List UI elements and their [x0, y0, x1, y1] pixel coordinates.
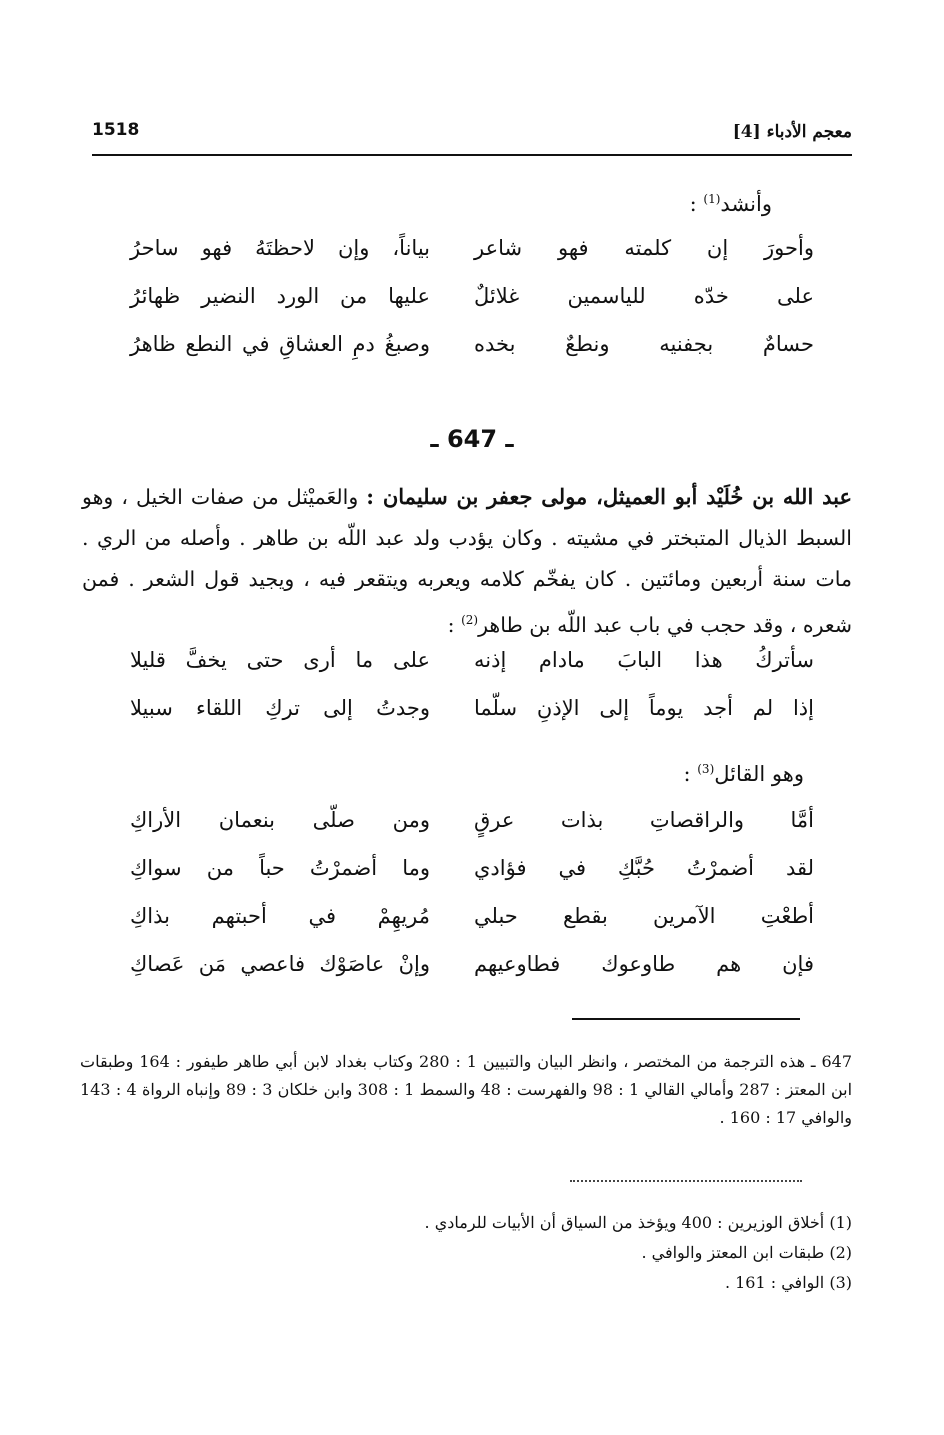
couplet [130, 284, 814, 332]
hemistich-first: حسامٌ بجفنيه ونطعٌ بخده [474, 332, 814, 356]
page-header [92, 118, 852, 158]
couplet [130, 648, 814, 696]
poem-intro-1 [690, 192, 772, 216]
couplet [130, 696, 814, 744]
hemistich-second: بياناً، وإن لاحظتَهُ فهو ساحرُ [130, 236, 430, 260]
hemistich-first: إذا لم أجد يوماً إلى الإذنِ سلّما [474, 696, 814, 720]
couplet [130, 856, 814, 904]
biography-paragraph [82, 476, 852, 646]
running-title: معجم الأدباء [4] [732, 122, 852, 142]
footnote: (2) طبقات ابن المعتز والوافي . [641, 1243, 852, 1262]
notes-separator [572, 1018, 800, 1020]
entry-tail: : [447, 612, 462, 637]
entry-heading: عبد الله بن خُلَيْد أبو العميثل، مولى جعفر بن سليمان : [366, 484, 852, 509]
hemistich-first: على خدّه للياسمين غلائلٌ [474, 284, 814, 308]
poem-intro-3 [683, 762, 804, 786]
couplet [130, 904, 814, 952]
entry-body: والعَميْثل من صفات الخيل ، وهو السبط الذيال المتبختر في مشيته . وكان يؤدب ولد عبد اللّه بن طاهر . وأصله من الري . مات سنة أربعين ومائتين . كان يفخّم كلامه ويعربه ويتقعر فيه ، ويجيد قول الشعر . فمن شعره ، وقد حجب في باب عبد اللّه بن طاهر [82, 485, 852, 637]
intro-colon: : [683, 762, 698, 786]
source-note: 647 ـ هذه الترجمة من المختصر ، وانظر البيان والتبيين 1 : 280 وكتاب بغداد لابن أبي طاهر طيفور : 164 وطبقات ابن المعتز : 287 وأمالي القالي 1 : 98 والفهرست : 48 والسمط 1 : 308 وابن خلكان 3 : 89 وإنباه الرواة 4 : 143 والوافي 17 : 160 . [80, 1052, 853, 1127]
hemistich-second: وجدتُ إلى تركِ اللقاء سبيلا [130, 696, 430, 720]
footnote-ref: (3) [697, 762, 715, 776]
poem-3 [130, 808, 814, 1000]
intro-text: وأنشد [720, 192, 772, 216]
couplet [130, 236, 814, 284]
couplet [130, 332, 814, 380]
couplet [130, 808, 814, 856]
hemistich-second: عليها من الورد النضير ظهائرُ [130, 284, 430, 308]
hemistich-first: لقد أضمرْتُ حُبَّكِ في فؤادي [474, 856, 814, 880]
footnote-ref: (1) [703, 192, 721, 206]
hemistich-second: وصبغُ دمِ العشاقِ في النطع ظاهرُ [130, 332, 430, 356]
footnote: (1) أخلاق الوزيرين : 400 ويؤخذ من السياق أن الأبيات للرمادي . [424, 1213, 852, 1232]
hemistich-first: سأتركُ هذا البابَ مادام إذنه [474, 648, 814, 672]
hemistich-first: وأحورَ إن كلمته فهو شاعر [474, 236, 814, 260]
entry-number: ـ 647 ـ [430, 425, 514, 453]
footnote: (3) الوافي : 161 . [724, 1273, 852, 1292]
poem-2 [130, 648, 814, 744]
footnotes-separator [570, 1180, 802, 1182]
hemistich-first: أمَّا والراقصاتِ بذات عرقٍ [474, 808, 814, 832]
hemistich-first: أطعْتِ الآمرين بقطع حبلي [474, 904, 814, 928]
poem-1 [130, 236, 814, 380]
couplet [130, 952, 814, 1000]
page-number: 1518 [92, 120, 140, 140]
intro-colon: : [689, 192, 704, 216]
header-rule [92, 154, 852, 156]
intro-text: وهو القائل [714, 762, 804, 786]
hemistich-second: وما أضمرْتُ حباً من سواكِ [130, 856, 430, 880]
footnotes-list [92, 1208, 852, 1298]
hemistich-second: على ما أرى حتى يخفَّ قليلا [130, 648, 430, 672]
hemistich-second: ومن صلّى بنعمان الأراكِ [130, 808, 430, 832]
hemistich-second: مُريهِمْ في أحبتهم بذاكِ [130, 904, 430, 928]
footnote-ref: (2) [461, 613, 479, 627]
hemistich-second: وإنْ عاصَوْك فاعصي مَن عَصاكِ [130, 952, 430, 976]
hemistich-first: فإن هم طاوعوك فطاوعيهم [474, 952, 814, 976]
